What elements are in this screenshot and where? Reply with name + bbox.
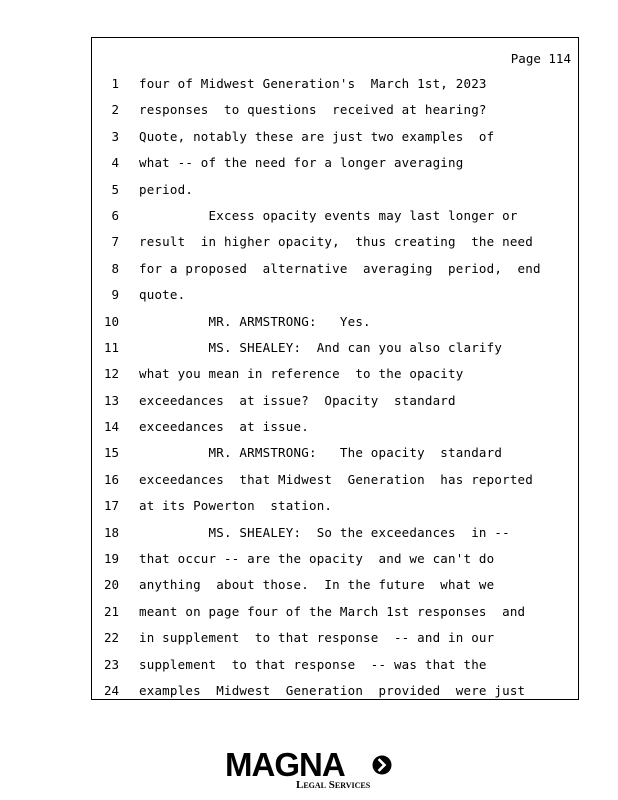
transcript-lines xyxy=(92,71,578,704)
arrow-circle-icon xyxy=(372,755,392,775)
line-text: exceedances at issue? Opacity standard xyxy=(139,392,456,408)
line-text: for a proposed alternative averaging period, end xyxy=(139,260,541,276)
line-text: responses to questions received at hearing? xyxy=(139,102,487,118)
transcript-line xyxy=(92,229,578,255)
line-text: examples Midwest Generation provided were just xyxy=(139,682,526,698)
transcript-line xyxy=(92,150,578,176)
transcript-line xyxy=(92,256,578,282)
line-number: 11 xyxy=(103,339,119,355)
line-text: MR. ARMSTRONG: Yes. xyxy=(139,313,371,329)
transcript-line xyxy=(92,678,578,704)
transcript-line xyxy=(92,71,578,97)
logo-wordmark: MAGNA xyxy=(225,746,345,783)
transcript-line xyxy=(92,493,578,519)
transcript-line xyxy=(92,97,578,123)
line-text: what you mean in reference to the opacity xyxy=(139,366,464,382)
line-text: that occur -- are the opacity and we can't do xyxy=(139,551,495,567)
line-number: 12 xyxy=(103,366,119,382)
line-text: four of Midwest Generation's March 1st, 2023 xyxy=(139,76,487,91)
transcript-line xyxy=(92,388,578,414)
line-number: 9 xyxy=(111,287,119,303)
line-number: 8 xyxy=(111,260,119,276)
line-number: 10 xyxy=(103,313,119,329)
line-number: 20 xyxy=(103,577,119,593)
line-number: 24 xyxy=(103,682,119,698)
transcript-line xyxy=(92,546,578,572)
line-text: meant on page four of the March 1st responses and xyxy=(139,603,526,619)
line-number: 2 xyxy=(111,102,119,118)
transcript-line xyxy=(92,203,578,229)
line-number: 16 xyxy=(103,471,119,487)
transcript-line xyxy=(92,124,578,150)
line-number: 4 xyxy=(111,155,119,171)
transcript-line xyxy=(92,440,578,466)
line-number: 17 xyxy=(103,498,119,514)
line-text: MR. ARMSTRONG: The opacity standard xyxy=(139,445,503,461)
transcript-line xyxy=(92,652,578,678)
line-number: 21 xyxy=(103,603,119,619)
transcript-line xyxy=(92,520,578,546)
line-text: at its Powerton station. xyxy=(139,498,333,514)
line-text: result in higher opacity, thus creating the need xyxy=(139,234,534,250)
transcript-line xyxy=(92,361,578,387)
line-text: Quote, notably these are just two examples of xyxy=(139,128,495,144)
transcript-line xyxy=(92,309,578,335)
line-number: 13 xyxy=(103,392,119,408)
logo-subtitle: Legal Services xyxy=(296,779,371,791)
line-number: 22 xyxy=(103,630,119,646)
line-number: 7 xyxy=(111,234,119,250)
transcript-line xyxy=(92,599,578,625)
line-text: in supplement to that response -- and in our xyxy=(139,630,495,646)
line-number: 19 xyxy=(103,551,119,567)
line-text: exceedances at issue. xyxy=(139,419,309,435)
line-text: MS. SHEALEY: And can you also clarify xyxy=(139,339,503,355)
transcript-line xyxy=(92,282,578,308)
line-text: anything about those. In the future what we xyxy=(139,577,495,593)
line-number: 18 xyxy=(103,524,119,540)
line-number: 1 xyxy=(111,76,119,91)
line-text: what -- of the need for a longer averaging xyxy=(139,155,464,171)
transcript-line xyxy=(92,335,578,361)
line-text: quote. xyxy=(139,287,186,303)
transcript-line xyxy=(92,467,578,493)
transcript-line xyxy=(92,572,578,598)
transcript-line xyxy=(92,625,578,651)
line-text: period. xyxy=(139,181,194,197)
line-text: exceedances that Midwest Generation has reported xyxy=(139,471,534,487)
line-number: 6 xyxy=(111,207,119,223)
transcript-line xyxy=(92,414,578,440)
line-number: 5 xyxy=(111,181,119,197)
line-number: 23 xyxy=(103,656,119,672)
transcript-line xyxy=(92,177,578,203)
line-number: 14 xyxy=(103,419,119,435)
line-text: Excess opacity events may last longer or xyxy=(139,207,518,223)
magna-logo xyxy=(225,748,395,792)
line-text: supplement to that response -- was that the xyxy=(139,656,487,672)
line-text: MS. SHEALEY: So the exceedances in -- xyxy=(139,524,510,540)
line-number: 3 xyxy=(111,128,119,144)
transcript-page xyxy=(91,37,579,700)
page-number: Page 114 xyxy=(510,51,571,66)
line-number: 15 xyxy=(103,445,119,461)
